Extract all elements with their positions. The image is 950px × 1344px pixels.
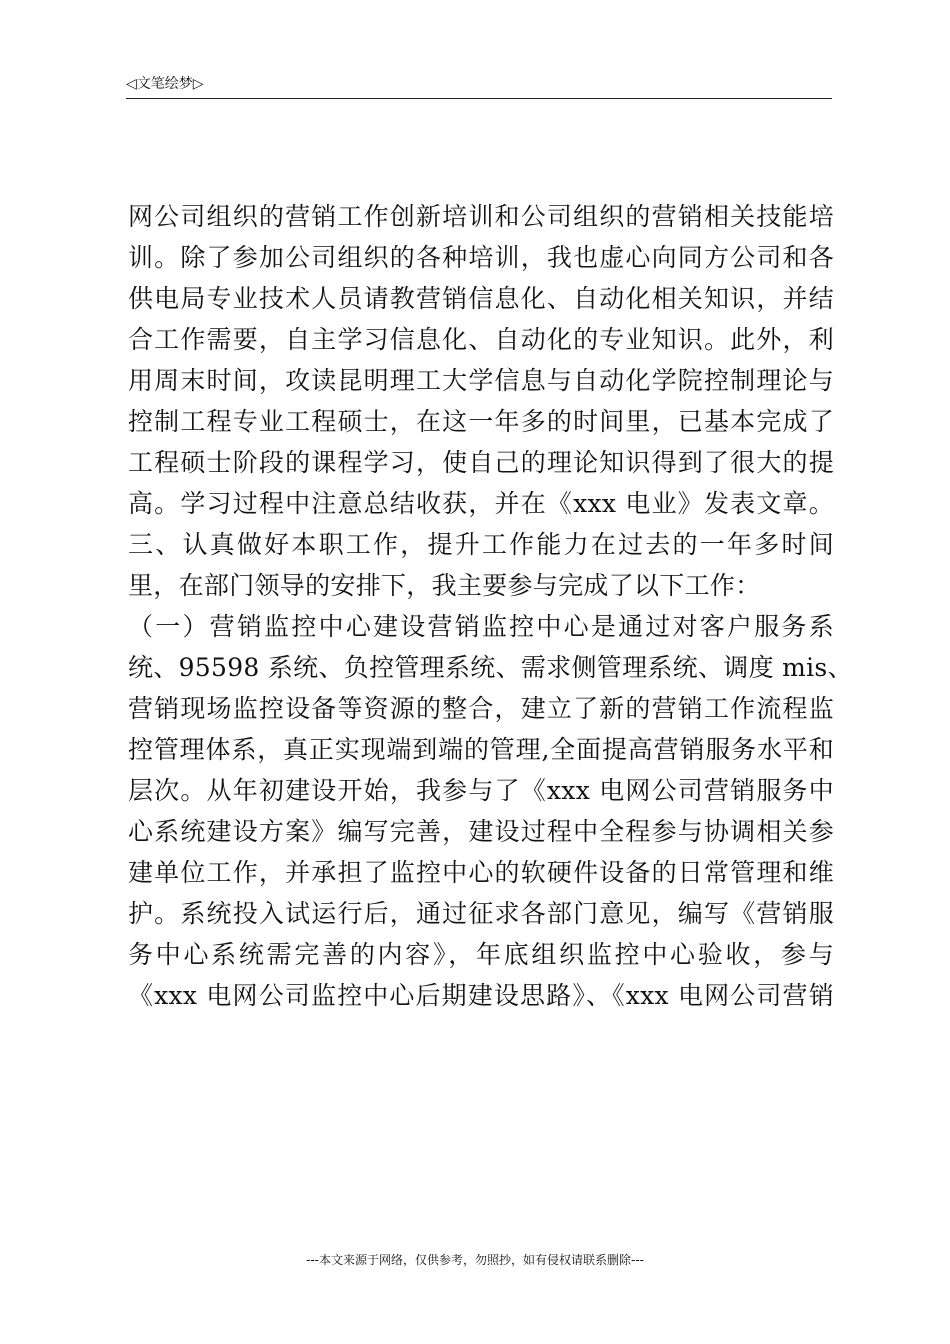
text-line-6: 控制工程专业工程硕士，在这一年多的时间里，已基本完成了 — [128, 407, 834, 436]
text-line-3: 供电局专业技术人员请教营销信息化、自动化相关知识，并结 — [128, 284, 834, 313]
text-line-9: 三、认真做好本职工作，提升工作能力在过去的一年多时间 — [128, 530, 834, 559]
text-line-16: 心系统建设方案》编写完善，建设过程中全程参与协调相关参 — [128, 817, 834, 846]
text-line-14: 控管理体系，真正实现端到端的管理,全面提高营销服务水平和 — [128, 735, 834, 764]
text-line-19: 务中心系统需完善的内容》，年底组织监控中心验收，参与 — [128, 940, 834, 969]
body-text — [128, 196, 853, 1016]
text-line-2: 训。除了参加公司组织的各种培训，我也虚心向同方公司和各 — [128, 243, 834, 272]
text-line-11: （一）营销监控中心建设营销监控中心是通过对客户服务系 — [128, 612, 834, 641]
text-line-8: 高。学习过程中注意总结收获，并在《xxx 电业》发表文章。 — [128, 489, 834, 518]
page-header — [126, 72, 832, 100]
header-label: ◁文笔绘梦▷ — [126, 76, 204, 92]
text-line-17: 建单位工作，并承担了监控中心的软硬件设备的日常管理和维 — [128, 858, 834, 887]
text-line-5: 用周末时间，攻读昆明理工大学信息与自动化学院控制理论与 — [128, 366, 834, 395]
text-line-10: 里，在部门领导的安排下，我主要参与完成了以下工作： — [128, 571, 761, 600]
text-line-7: 工程硕士阶段的课程学习，使自己的理论知识得到了很大的提 — [128, 448, 834, 477]
text-line-1: 网公司组织的营销工作创新培训和公司组织的营销相关技能培 — [128, 202, 834, 231]
text-line-13: 营销现场监控设备等资源的整合，建立了新的营销工作流程监 — [128, 694, 834, 723]
text-line-12: 统、95598 系统、负控管理系统、需求侧管理系统、调度 mis、 — [128, 653, 853, 682]
text-line-4: 合工作需要，自主学习信息化、自动化的专业知识。此外，利 — [128, 325, 834, 354]
header-divider — [126, 98, 832, 99]
text-line-18: 护。系统投入试运行后，通过征求各部门意见，编写《营销服 — [128, 899, 834, 928]
text-line-15: 层次。从年初建设开始，我参与了《xxx 电网公司营销服务中 — [128, 776, 834, 805]
text-line-20: 《xxx 电网公司监控中心后期建设思路》、《xxx 电网公司营销 — [128, 981, 834, 1010]
page-footer: ---本文来源于网络，仅供参考，勿照抄，如有侵权请联系删除--- — [306, 1253, 644, 1267]
